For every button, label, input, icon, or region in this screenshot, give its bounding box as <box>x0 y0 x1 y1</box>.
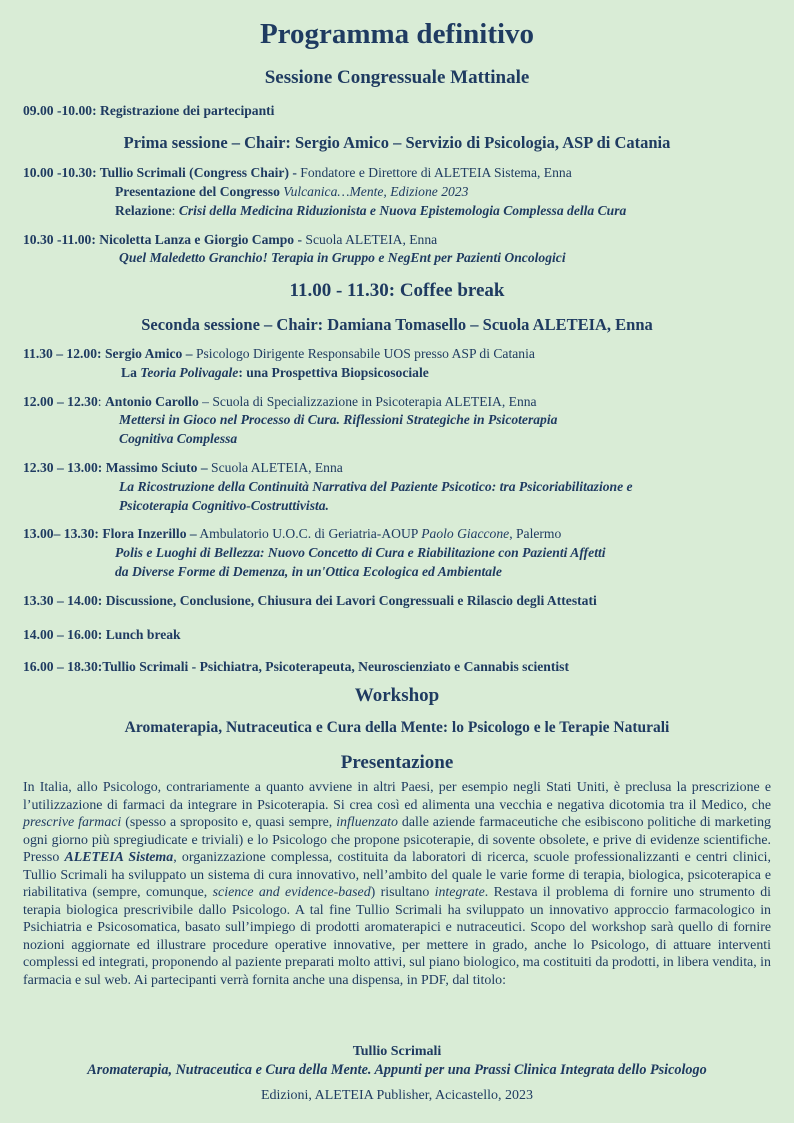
talk4-title-line1: Mettersi in Gioco nel Processo di Cura. Riflessioni Strategiche in Psicoterapia <box>119 412 558 427</box>
registration-time: 09.00 -10.00: <box>23 103 97 118</box>
talk1-line3: Relazione: Crisi della Medicina Riduzionista e Nuova Epistemologia Complessa della Cura <box>115 203 627 218</box>
talk5-title-line2: Psicoterapia Cognitivo-Costruttivista. <box>119 498 329 513</box>
session2-heading: Seconda sessione – Chair: Damiana Tomasello – Scuola ALETEIA, Enna <box>141 315 653 334</box>
page-title: Programma definitivo <box>259 18 535 50</box>
dispensa-author: Tullio Scrimali <box>352 1044 442 1059</box>
afternoon-line <box>23 659 569 675</box>
presentazione-heading: Presentazione <box>340 752 454 773</box>
talk5-line1 <box>23 460 343 476</box>
dispensa-publisher: Edizioni, ALETEIA Publisher, Acicastello, 2023 <box>260 1088 533 1103</box>
talk7-text: Discussione, Conclusione, Chiusura dei Lavori Congressuali e Rilascio degli Attestati <box>105 593 597 608</box>
morning-session-heading: Sessione Congressuale Mattinale <box>264 67 530 88</box>
afternoon-text: Tullio Scrimali - Psichiatra, Psicoterapeuta, Neuroscienziato e Cannabis scientist <box>102 659 569 674</box>
talk1-edition: Vulcanica…Mente, Edizione 2023 <box>279 184 469 199</box>
talk5-time: 12.30 – 13.00: <box>23 460 103 475</box>
talk2-title: Quel Maledetto Granchio! Terapia in Gruppo e NegEnt per Pazienti Oncologici <box>119 250 566 265</box>
talk4-title-line2: Cognitiva Complessa <box>119 431 238 446</box>
workshop-heading: Workshop <box>354 685 440 706</box>
talk2-affiliation: Scuola ALETEIA, Enna <box>302 232 438 247</box>
talk5-affiliation: Scuola ALETEIA, Enna <box>207 460 343 475</box>
afternoon-time: 16.00 – 18.30: <box>23 659 103 674</box>
registration-text: Registrazione dei partecipanti <box>100 103 275 118</box>
talk3-affiliation: Psicologo Dirigente Responsabile UOS presso ASP di Catania <box>192 346 535 361</box>
talk7-time: 13.30 – 14.00: <box>23 593 103 608</box>
talk7-line <box>23 593 597 609</box>
talk4-affiliation: – Scuola di Specializzazione in Psicoterapia ALETEIA, Enna <box>198 394 537 409</box>
talk5-speaker: Massimo Sciuto – <box>105 460 208 475</box>
talk5-title-line1: La Ricostruzione della Continuità Narrativa del Paziente Psicotico: tra Psicoriabilitazione e <box>119 479 633 494</box>
talk4-time: 12.00 – 12.30 <box>23 394 98 409</box>
talk3-time: 11.30 – 12.00: <box>23 346 102 361</box>
talk6-line1: 13.00– 13.30: Flora Inzerillo – Ambulatorio U.O.C. di Geriatria-AOUP Paolo Giaccone, Palermo <box>23 526 562 541</box>
talk1-line2 <box>115 184 468 200</box>
talk1-relazione-label: Relazione <box>115 203 172 218</box>
talk3-speaker: Sergio Amico – <box>104 346 193 361</box>
talk6-affiliation: Ambulatorio U.O.C. di Geriatria-AOUP <box>196 526 422 541</box>
talk1-line1 <box>23 165 572 181</box>
lunch-text: Lunch break <box>105 627 181 642</box>
coffee-break: 11.00 - 11.30: Coffee break <box>289 280 505 301</box>
presentation-paragraph: In Italia, allo Psicologo, contrariamente a quanto avviene in altri Paesi, per esempio negli Stati Uniti, è preclusa la prescrizione e l’utilizzazione di farmaci da integrare in Psicoterapia. Si crea così ed alimenta una vecchia e negativa dicotomia tra il Medico, che prescrive farmaci (spesso a sproposito e, quasi sempre, influenzato dalle aziende farmaceutiche che esibiscono politiche di marketing ogni giorno più spregiudicate e triviali) e lo Psicologo che propone psicoterapie, di sovente obsolete, e prive di evidenze scientifiche. Presso ALETEIA Sistema, organizzazione complessa, costituita da laboratori di ricerca, scuole professionalizzanti e centri clinici, Tullio Scrimali ha sviluppato un sistema di cura innovativo, nell’ambito del quale le varie forme di terapia, biologica, psicoterapica e riabilitativa (sempre, comunque, science and evidence-based) risultano integrate. Restava il problema di fornire uno strumento di terapia biologica prescrivibile dallo Psicologo. A tal fine Tullio Scrimali ha sviluppato un innovativo approccio farmacologico in Psichiatria e Psicosomatica, basato sull’impiego di prodotti aromaterapici e nutraceutici. Scopo del workshop sarà quello di fornire nozioni aggiornate ed illustrare procedure operative innovative, per mettere in grado, anche lo Psicologo, di attuare interventi complessi ed integrati, proponendo al paziente preparati molto attivi, sul piano biologico, ma costituiti da prodotti, in libera vendita, in farmacia e sul web. Ai partecipanti verrà fornita anche una dispensa, in PDF, dal titolo: <box>23 780 772 989</box>
talk1-time: 10.00 -10.30: <box>23 165 97 180</box>
dispensa-title: Aromaterapia, Nutraceutica e Cura della Mente. Appunti per una Prassi Clinica Integrata dello Psicologo <box>87 1062 707 1078</box>
talk2-speaker: Nicoletta Lanza e Giorgio Campo - <box>99 232 303 247</box>
session1-heading: Prima sessione – Chair: Sergio Amico – Servizio di Psicologia, ASP di Catania <box>123 133 671 152</box>
talk6-title-line1: Polis e Luoghi di Bellezza: Nuovo Concetto di Cura e Riabilitazione con Pazienti Affetti <box>115 545 606 560</box>
talk6-time: 13.00– 13.30: <box>23 526 99 541</box>
lunch-time: 14.00 – 16.00: <box>23 627 103 642</box>
talk3-title: La Teoria Polivagale: una Prospettiva Biopsicosociale <box>121 365 429 380</box>
talk6-title-line2: da Diverse Forme di Demenza, in un'Ottica Ecologica ed Ambientale <box>115 564 502 579</box>
talk4-speaker: Antonio Carollo <box>104 394 199 409</box>
workshop-title: Aromaterapia, Nutraceutica e Cura della Mente: lo Psicologo e le Terapie Naturali <box>124 719 670 736</box>
talk1-presentation-label: Presentazione del Congresso <box>115 184 280 199</box>
talk4-line1: 12.00 – 12.30: Antonio Carollo – Scuola di Specializzazione in Psicoterapia ALETEIA, Enna <box>23 394 537 409</box>
registration-line <box>23 103 274 119</box>
talk1-speaker: Tullio Scrimali (Congress Chair) - <box>99 165 297 180</box>
talk2-line1 <box>23 232 437 248</box>
talk1-affiliation: Fondatore e Direttore di ALETEIA Sistema, Enna <box>296 165 572 180</box>
lunch-line <box>23 627 181 643</box>
talk2-time: 10.30 -11.00: <box>23 232 96 247</box>
talk3-line1 <box>23 346 535 362</box>
talk6-speaker: Flora Inzerillo – <box>102 526 197 541</box>
talk1-title: Crisi della Medicina Riduzionista e Nuova Epistemologia Complessa della Cura <box>178 203 627 218</box>
